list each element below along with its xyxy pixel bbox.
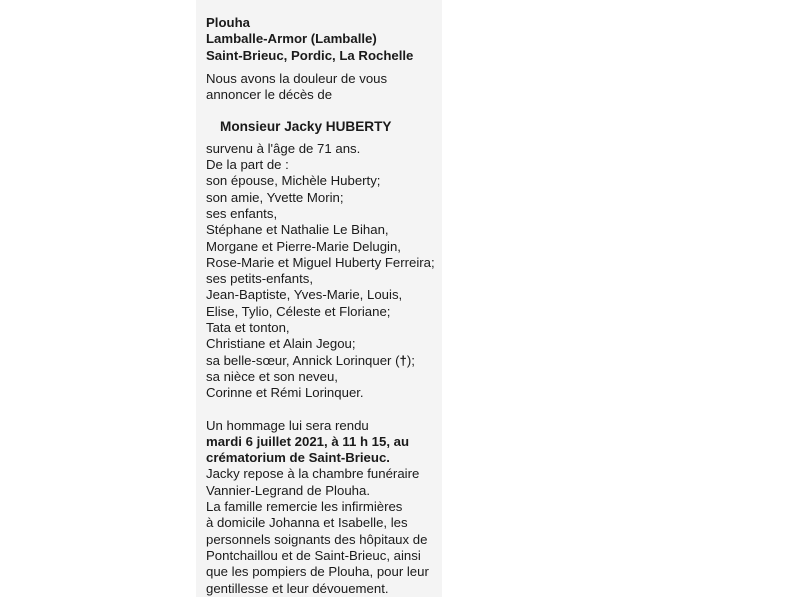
family-line: ses enfants, bbox=[206, 205, 278, 221]
family-line: Elise, Tylio, Céleste et Floriane; bbox=[206, 303, 391, 319]
family-line: Corinne et Rémi Lorinquer. bbox=[206, 385, 364, 401]
intro-line: annoncer le décès de bbox=[206, 87, 333, 103]
family-line bbox=[206, 353, 456, 369]
belle-soeur-text: sa belle-sœur, Annick Lorinquer ( bbox=[206, 352, 400, 368]
family-line: Jean-Baptiste, Yves-Marie, Louis, bbox=[206, 287, 403, 303]
closing-line: à domicile Johanna et Isabelle, les bbox=[206, 515, 408, 531]
family-line: survenu à l'âge de 71 ans. bbox=[206, 140, 361, 156]
place-line: Plouha bbox=[206, 15, 250, 30]
family-line: Stéphane et Nathalie Le Bihan, bbox=[206, 222, 389, 238]
ceremony-date: mardi 6 juillet 2021, à 11 h 15, au bbox=[206, 433, 410, 449]
deceased-name bbox=[206, 119, 456, 135]
family-line: Rose-Marie et Miguel Huberty Ferreira; bbox=[206, 254, 435, 270]
family-line: Tata et tonton, bbox=[206, 320, 290, 336]
place-line: Lamballe-Armor (Lamballe) bbox=[206, 31, 377, 47]
closing-line: Vannier-Legrand de Plouha. bbox=[206, 482, 370, 498]
closing-line: Pontchaillou et de Saint-Brieuc, ainsi bbox=[206, 547, 421, 563]
deceased-cross-icon: † bbox=[399, 352, 407, 368]
family-line: sa nièce et son neveu, bbox=[206, 368, 338, 384]
family-line: ses petits-enfants, bbox=[206, 271, 314, 287]
closing-line: gentillesse et leur dévouement. bbox=[206, 580, 389, 596]
family-line: son épouse, Michèle Huberty; bbox=[206, 173, 381, 189]
family-line: Christiane et Alain Jegou; bbox=[206, 336, 356, 352]
ceremony-place: crématorium de Saint-Brieuc. bbox=[206, 450, 390, 466]
deceased-name-prefix: Monsieur Jacky bbox=[220, 119, 326, 135]
ceremony-intro: Un hommage lui sera rendu bbox=[206, 417, 369, 433]
place-line: Saint-Brieuc, Pordic, La Rochelle bbox=[206, 47, 414, 63]
family-line: Morgane et Pierre-Marie Delugin, bbox=[206, 238, 401, 254]
family-line: De la part de : bbox=[206, 157, 289, 173]
deceased-surname: HUBERTY bbox=[325, 119, 392, 135]
closing-line: La famille remercie les infirmières bbox=[206, 499, 403, 515]
closing-line: que les pompiers de Plouha, pour leur bbox=[206, 564, 429, 580]
obituary-notice bbox=[206, 15, 456, 597]
family-line: son amie, Yvette Morin; bbox=[206, 189, 344, 205]
belle-soeur-close: ); bbox=[406, 352, 415, 368]
intro-line: Nous avons la douleur de vous bbox=[206, 70, 388, 86]
closing-line: Jacky repose à la chambre funéraire bbox=[206, 466, 420, 482]
closing-line: personnels soignants des hôpitaux de bbox=[206, 531, 428, 547]
